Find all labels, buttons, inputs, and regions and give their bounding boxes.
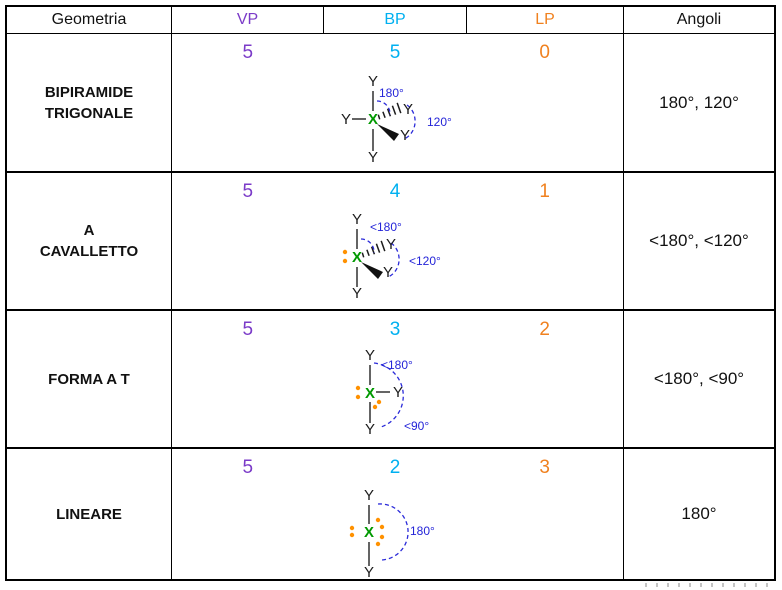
table-row-a-cavalletto [7, 173, 774, 311]
lone-pair-dots [343, 250, 347, 263]
clipped-text-fragment [645, 583, 770, 587]
lp-count: 2 [539, 319, 550, 340]
geometry-line: BIPIRAMIDE [44, 83, 134, 101]
angles-value: <180°, <120° [649, 231, 749, 250]
solid-wedge-bond [361, 262, 383, 279]
geometry-name [7, 173, 172, 309]
table [5, 5, 776, 581]
equatorial-angle-label: 120° [427, 115, 452, 129]
bp-count: 4 [389, 181, 401, 202]
atom-y-top: Y [351, 211, 363, 228]
angles-value: 180°, 120° [659, 92, 739, 112]
header-angoli: Angoli [676, 11, 722, 28]
lp-count: 1 [539, 181, 550, 202]
molecule-diagram-forma-a-t [305, 335, 505, 450]
atom-y-left: Y [340, 111, 352, 128]
molecule-diagram-a-cavalletto [292, 199, 492, 314]
atom-y-bottom: Y [351, 285, 363, 302]
header-bp: BP [324, 7, 467, 33]
angle-label: 180° [410, 524, 435, 538]
table-row-forma-a-t [7, 311, 774, 449]
bp-count: 5 [389, 42, 401, 63]
geometry-line: FORMA A T [48, 370, 130, 388]
equatorial-angle-label: <90° [404, 419, 430, 433]
angles-value: <180°, <90° [653, 369, 745, 388]
atom-y-top: Y [367, 73, 379, 90]
lp-count: 3 [539, 457, 550, 478]
geometry-name [7, 311, 172, 447]
vp-count: 5 [242, 181, 254, 202]
vp-count: 5 [242, 42, 254, 63]
table-row-lineare [7, 449, 774, 579]
atom-y-top: Y [363, 487, 375, 504]
atom-y-back: Y [385, 236, 397, 253]
molecule-diagram-bipiramide-trigonale [308, 61, 508, 176]
vp-count: 5 [242, 319, 254, 340]
molecule-diagram-lineare [304, 474, 504, 589]
bp-count: 2 [389, 457, 401, 478]
equatorial-angle-label: <120° [409, 254, 441, 268]
geometry-line: LINEARE [56, 505, 122, 523]
table-row-bipiramide-trigonale [7, 34, 774, 173]
header-lp: LP [467, 7, 624, 33]
atom-y-front: Y [382, 264, 394, 281]
atom-x-center: X [367, 111, 379, 128]
counts-and-diagram [172, 34, 624, 171]
bp-count: 3 [389, 319, 401, 340]
atom-x-center: X [351, 249, 363, 266]
counts-and-diagram [172, 173, 624, 309]
table-header-row [7, 7, 774, 34]
geometry-line: CAVALLETTO [39, 243, 139, 260]
axial-angle-label: <180° [381, 358, 413, 372]
axial-angle-label: 180° [379, 86, 404, 100]
atom-y-bottom: Y [364, 421, 376, 438]
geometry-name [7, 449, 172, 579]
header-vp: VP [172, 7, 324, 33]
vp-count: 5 [242, 457, 254, 478]
counts-and-diagram [172, 311, 624, 447]
angles-value: 180° [681, 504, 717, 523]
geometry-line: A [83, 222, 95, 239]
counts-and-diagram [172, 449, 624, 579]
atom-y-top: Y [364, 347, 376, 364]
atom-y-right: Y [392, 384, 404, 401]
atom-y-front: Y [399, 127, 411, 144]
header-geometria: Geometria [7, 7, 172, 33]
geometry-line: TRIGONALE [44, 104, 134, 122]
atom-x-center: X [363, 524, 375, 541]
atom-y-back: Y [402, 101, 414, 118]
atom-x-center: X [364, 385, 376, 402]
pair-counts [172, 34, 623, 64]
geometry-name [7, 34, 172, 171]
angle-arc [378, 504, 408, 560]
solid-wedge-bond [377, 124, 399, 141]
atom-y-bottom: Y [363, 564, 375, 581]
lp-count: 0 [539, 42, 550, 63]
axial-angle-label: <180° [370, 220, 402, 234]
atom-y-bottom: Y [367, 149, 379, 166]
